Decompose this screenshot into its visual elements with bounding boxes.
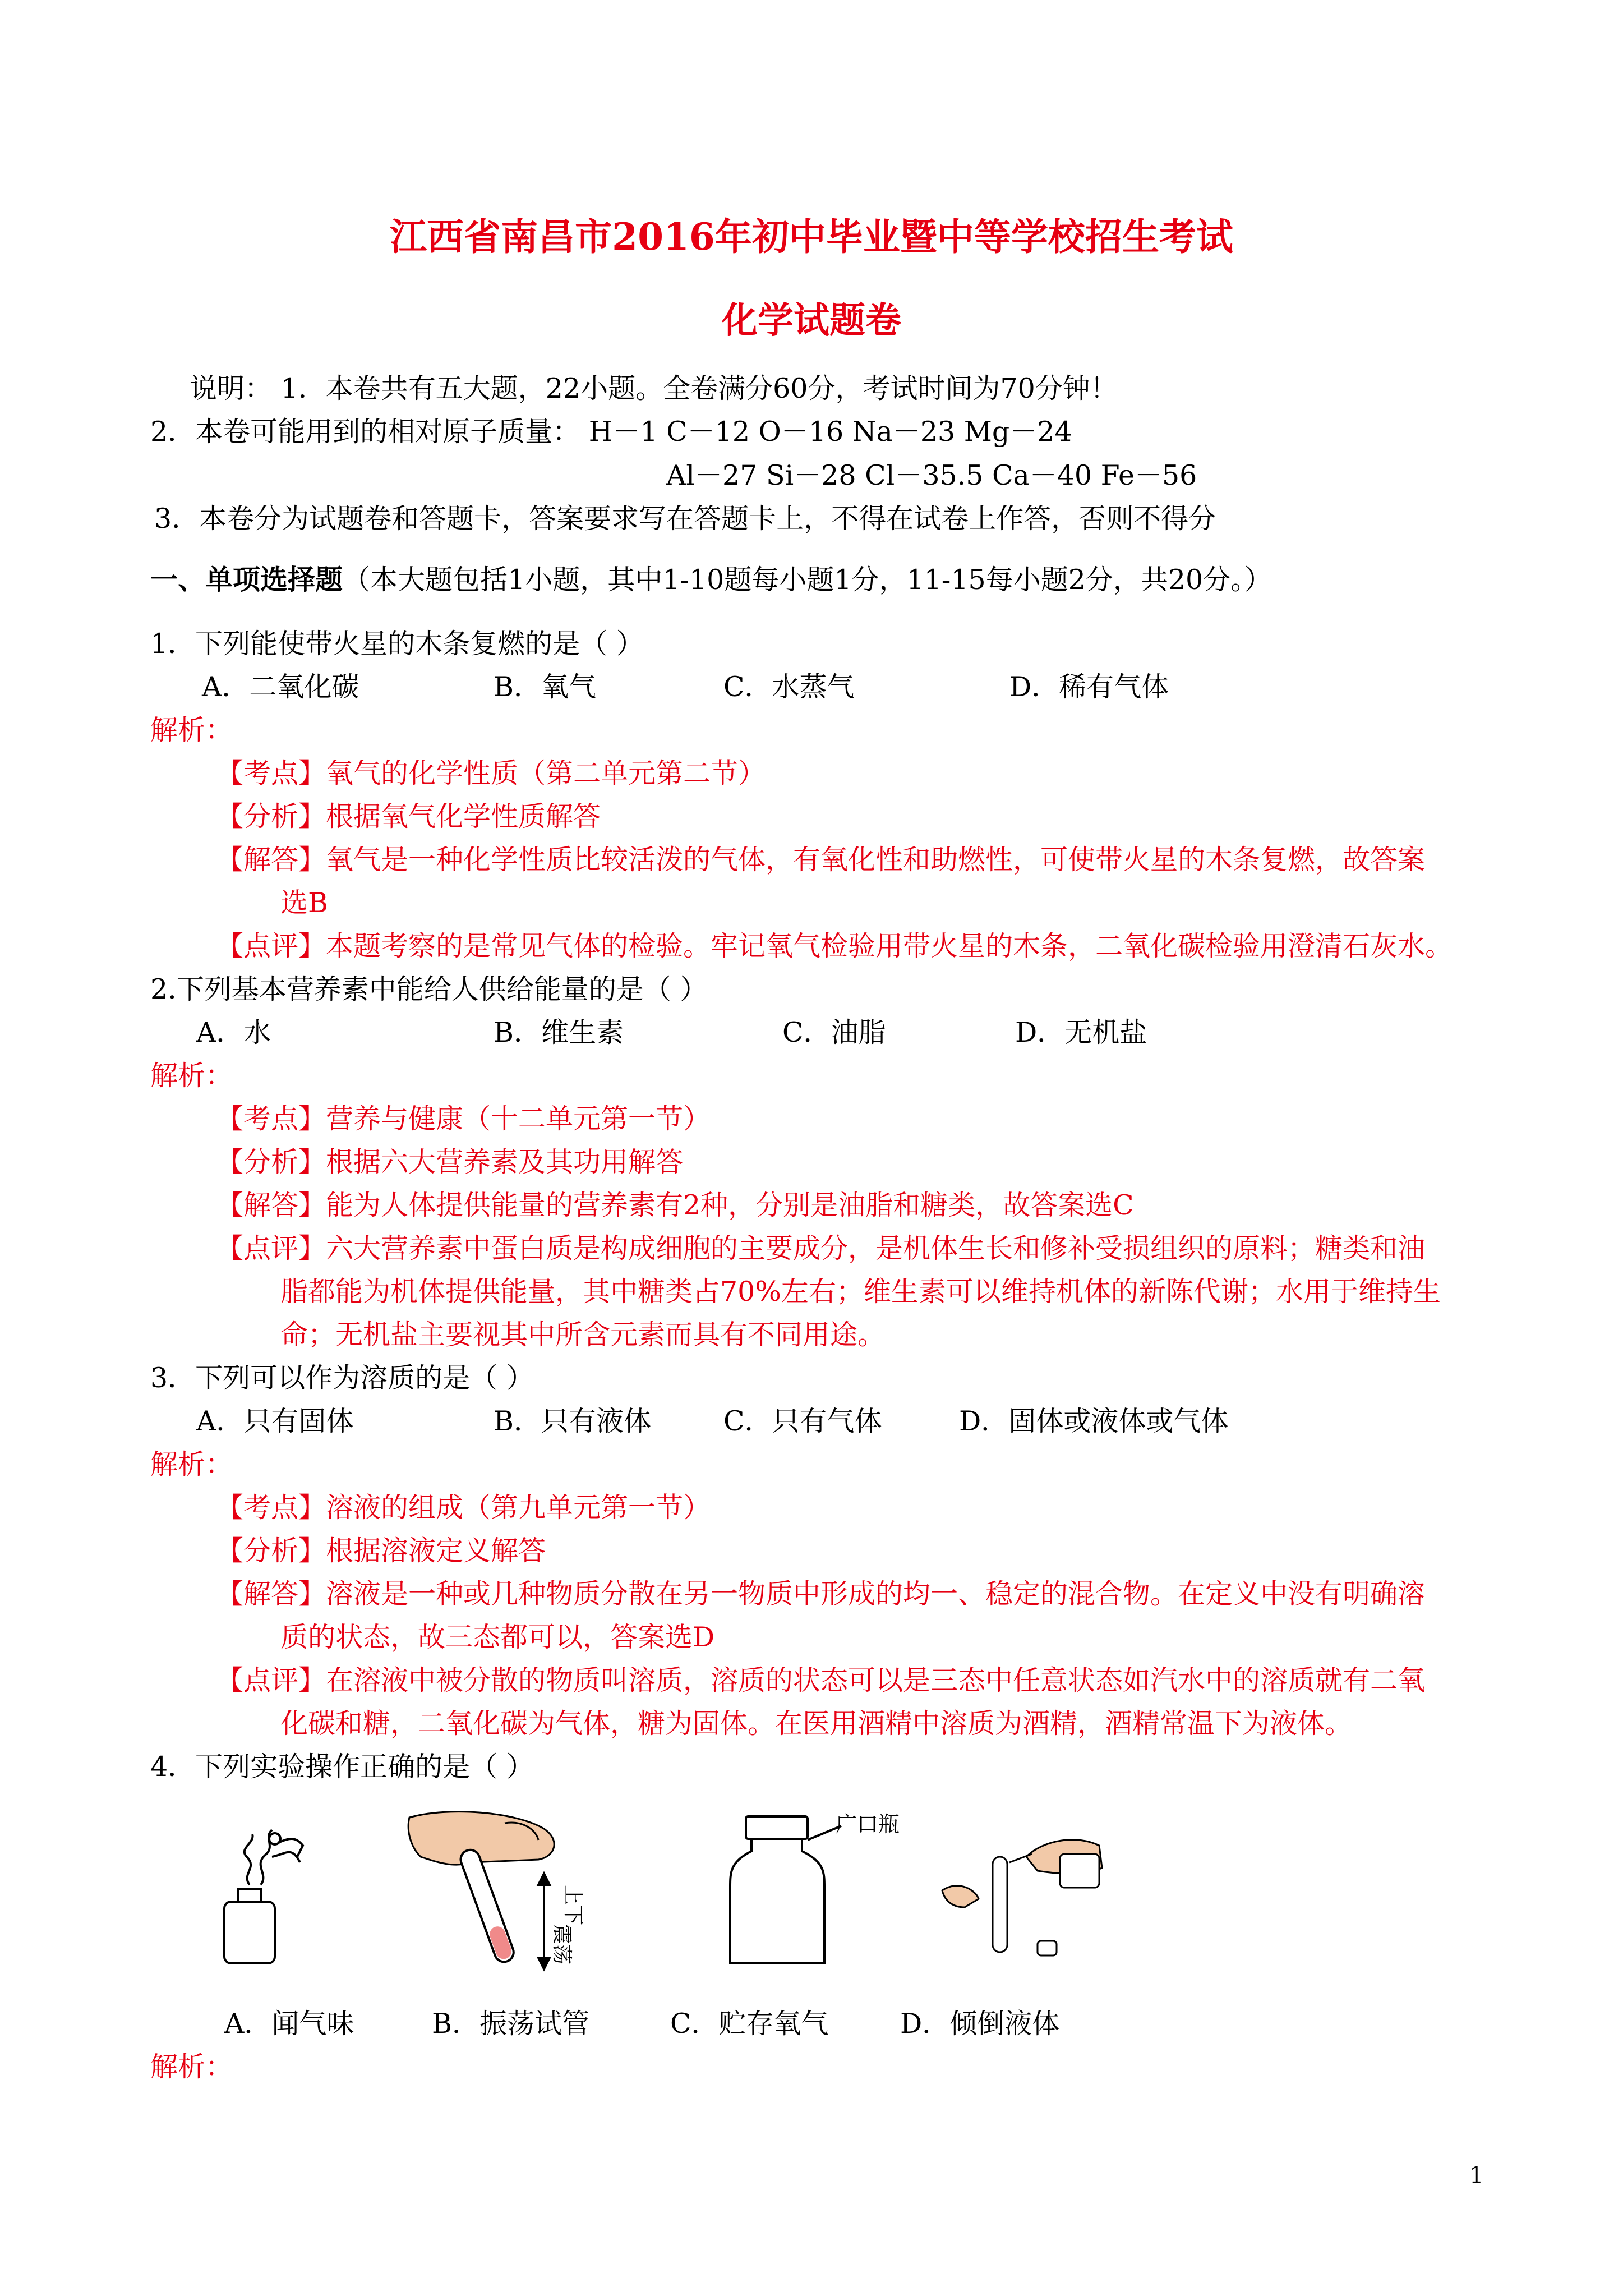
q1-fenxi: 【分析】根据氧气化学性质解答 <box>216 800 601 832</box>
figure-shake-tube <box>404 1806 589 1980</box>
q4-option-a: A．闻气味 <box>224 2008 354 2040</box>
q2-option-c: C．油脂 <box>782 1016 886 1048</box>
q3-option-b: B．只有液体 <box>494 1405 652 1437</box>
q4-option-b: B．振荡试管 <box>432 2008 590 2040</box>
figure-shake-down-label: 震荡 <box>550 1924 573 1965</box>
q3-dianping-line-1: 【点评】在溶液中被分散的物质叫溶质，溶质的状态可以是三态中任意状态如汽水中的溶质就有二氧 <box>216 1664 1426 1696</box>
q1-option-d: D．稀有气体 <box>1009 671 1169 703</box>
section-heading <box>150 563 1272 597</box>
q3-option-c: C．只有气体 <box>723 1405 882 1437</box>
q4-stem: 4．下列实验操作正确的是（ ） <box>150 1751 534 1783</box>
q1-dianping: 【点评】本题考察的是常见气体的检验。牢记氧气检验用带火星的木条，二氧化碳检验用澄清石灰水。 <box>216 930 1453 962</box>
figure-shake-up-label: 上下 <box>561 1885 584 1926</box>
figure-store-oxygen <box>723 1806 925 1975</box>
q2-analysis-label: 解析： <box>150 1060 233 1092</box>
q1-jieda-line-1: 【解答】氧气是一种化学性质比较活泼的气体，有氧化性和助燃性，可使带火星的木条复燃，故答案 <box>216 844 1426 876</box>
page-title: 江西省南昌市2016年初中毕业暨中等学校招生考试 <box>390 215 1233 259</box>
notes-line-2: 2．本卷可能用到的相对原子质量： H－1 C－12 O－16 Na－23 Mg－24 <box>150 416 1072 448</box>
q3-analysis-label: 解析： <box>150 1448 233 1480</box>
q2-option-d: D．无机盐 <box>1015 1016 1147 1048</box>
q1-analysis-label: 解析： <box>150 714 233 746</box>
q3-fenxi: 【分析】根据溶液定义解答 <box>216 1535 546 1567</box>
q3-stem: 3．下列可以作为溶质的是（ ） <box>150 1362 534 1394</box>
q2-option-a: A．水 <box>196 1016 271 1048</box>
q1-option-a: A．二氧化碳 <box>202 671 359 703</box>
notes-line-4: 3．本卷分为试题卷和答题卡，答案要求写在答题卡上，不得在试卷上作答，否则不得分 <box>154 503 1216 535</box>
page-number: 1 <box>1469 2162 1484 2188</box>
section-heading-title: 一、单项选择题 <box>150 563 343 596</box>
figure-bottle-label: 广口瓶 <box>836 1812 900 1837</box>
q1-stem: 1．下列能使带火星的木条复燃的是（ ） <box>150 628 644 660</box>
q3-kaodian: 【考点】溶液的组成（第九单元第一节） <box>216 1492 711 1524</box>
q3-option-d: D．固体或液体或气体 <box>959 1405 1229 1437</box>
page-subtitle: 化学试题卷 <box>722 300 901 342</box>
q2-dianping-line-2: 脂都能为机体提供能量，其中糖类占70%左右；维生素可以维持机体的新陈代谢；水用于维持生 <box>280 1276 1441 1308</box>
section-heading-desc: （本大题包括1小题，其中1-10题每小题1分，11-15每小题2分，共20分。） <box>343 564 1272 596</box>
figure-smell-gas <box>208 1823 320 1969</box>
q2-option-b: B．维生素 <box>494 1016 624 1048</box>
q3-dianping-line-2: 化碳和糖，二氧化碳为气体，糖为固体。在医用酒精中溶质为酒精，酒精常温下为液体。 <box>280 1708 1353 1740</box>
notes-line-3: Al－27 Si－28 Cl－35.5 Ca－40 Fe－56 <box>666 459 1197 491</box>
q2-dianping-line-1: 【点评】六大营养素中蛋白质是构成细胞的主要成分，是机体生长和修补受损组织的原料；糖类和油 <box>216 1232 1426 1264</box>
q2-fenxi: 【分析】根据六大营养素及其功用解答 <box>216 1146 684 1178</box>
q4-option-d: D．倾倒液体 <box>900 2008 1060 2040</box>
q4-analysis-label: 解析： <box>150 2051 233 2083</box>
q2-dianping-line-3: 命；无机盐主要视其中所含元素而具有不同用途。 <box>280 1319 886 1351</box>
figure-pour-liquid <box>931 1823 1110 1980</box>
q1-option-c: C．水蒸气 <box>723 671 855 703</box>
q2-stem: 2.下列基本营养素中能给人供给能量的是（ ） <box>150 973 708 1005</box>
q1-option-b: B．氧气 <box>494 671 597 703</box>
q2-jieda: 【解答】能为人体提供能量的营养素有2种，分别是油脂和糖类，故答案选C <box>216 1189 1134 1221</box>
notes-line-1: 说明： 1．本卷共有五大题，22小题。全卷满分60分，考试时间为70分钟！ <box>190 372 1118 404</box>
q3-option-a: A．只有固体 <box>196 1405 354 1437</box>
q4-option-c: C．贮存氧气 <box>670 2008 829 2040</box>
q3-jieda-line-1: 【解答】溶液是一种或几种物质分散在另一物质中形成的均一、稳定的混合物。在定义中没有明确溶 <box>216 1578 1426 1610</box>
q1-kaodian: 【考点】氧气的化学性质（第二单元第二节） <box>216 757 766 789</box>
q2-kaodian: 【考点】营养与健康（十二单元第一节） <box>216 1103 711 1135</box>
q3-jieda-line-2: 质的状态，故三态都可以，答案选D <box>280 1621 715 1653</box>
q1-jieda-line-2: 选B <box>280 887 329 919</box>
